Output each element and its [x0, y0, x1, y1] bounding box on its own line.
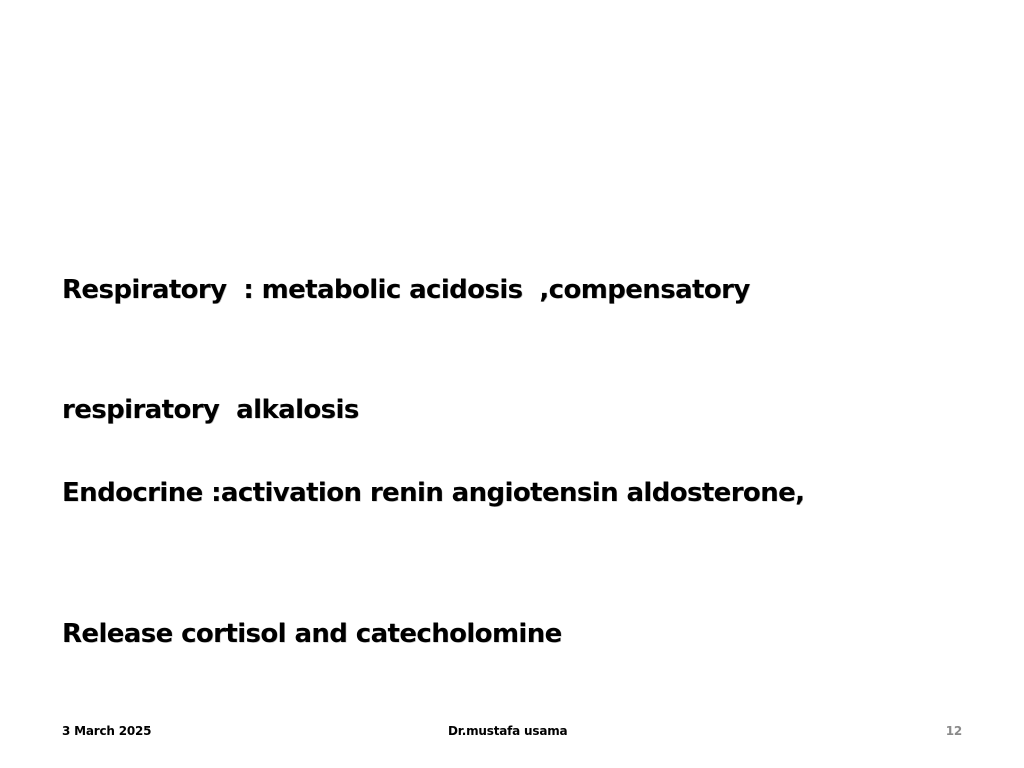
- respiratory-line-2: respiratory alkalosis: [62, 395, 359, 425]
- endocrine-line-1: Endocrine :activation renin angiotensin aldosterone,: [62, 478, 805, 508]
- footer-date: 3 March 2025: [62, 724, 152, 738]
- endocrine-paragraph: [62, 376, 804, 752]
- slide-page-number: 12: [945, 724, 962, 738]
- respiratory-line-1: Respiratory : metabolic acidosis ,compensatory: [62, 275, 750, 305]
- footer-author: Dr.mustafa usama: [448, 724, 568, 738]
- endocrine-line-2: Release cortisol and catecholomine: [62, 619, 562, 649]
